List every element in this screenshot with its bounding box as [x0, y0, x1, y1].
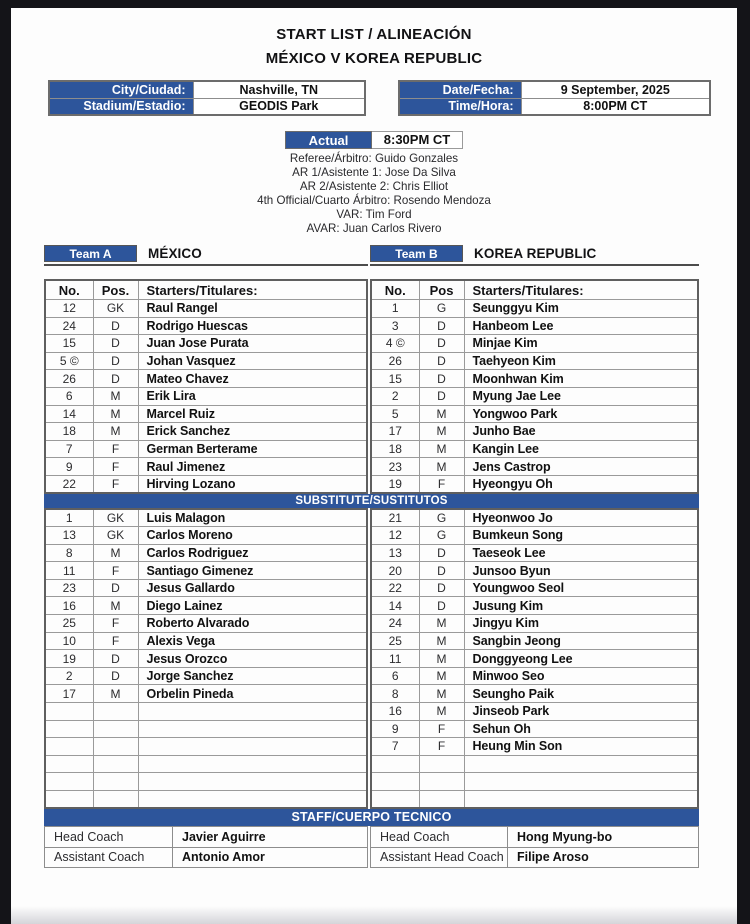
player-row: [45, 335, 367, 353]
player-name: Moonhwan Kim: [464, 370, 698, 388]
player-position: M: [419, 632, 464, 650]
player-name: Johan Vasquez: [138, 352, 367, 370]
team-a-header: [44, 245, 368, 266]
player-row: [45, 667, 367, 685]
official-line: 4th Official/Cuarto Árbitro: Rosendo Mendoza: [257, 193, 491, 207]
player-position: D: [93, 317, 138, 335]
player-row: [45, 562, 367, 580]
player-position: D: [419, 387, 464, 405]
player-position: M: [419, 423, 464, 441]
col-number: No.: [45, 280, 93, 299]
col-starters: Starters/Titulares:: [464, 280, 698, 299]
player-name: Jusung Kim: [464, 597, 698, 615]
player-row: [371, 299, 698, 317]
player-position: M: [419, 650, 464, 668]
col-position: Pos: [419, 280, 464, 299]
player-name: Donggyeong Lee: [464, 650, 698, 668]
match-title: MÉXICO V KOREA REPUBLIC: [265, 50, 483, 67]
official-line: AR 2/Asistente 2: Chris Elliot: [299, 179, 449, 193]
empty-row: [45, 720, 367, 738]
player-row: [371, 738, 698, 756]
player-name: Yongwoo Park: [464, 405, 698, 423]
player-row: [371, 597, 698, 615]
player-number: 22: [371, 579, 419, 597]
player-name: Alexis Vega: [138, 632, 367, 650]
page-title: START LIST / ALINEACIÓN: [276, 26, 472, 43]
player-name: Seunggyu Kim: [464, 299, 698, 317]
player-position: GK: [93, 509, 138, 527]
player-position: D: [419, 597, 464, 615]
player-position: F: [419, 720, 464, 738]
empty-row: [45, 703, 367, 721]
player-row: [45, 370, 367, 388]
player-number: 8: [45, 544, 93, 562]
player-name: German Berterame: [138, 440, 367, 458]
empty-row: [371, 755, 698, 773]
staff-name: Antonio Amor: [173, 847, 368, 868]
team-b-tag: Team B: [370, 245, 463, 262]
player-number: 25: [45, 615, 93, 633]
player-position: F: [93, 458, 138, 476]
player-number: 1: [45, 509, 93, 527]
player-name: Jinseob Park: [464, 703, 698, 721]
player-number: 22: [45, 475, 93, 493]
player-position: GK: [93, 527, 138, 545]
player-name: Jingyu Kim: [464, 615, 698, 633]
player-number: 19: [45, 650, 93, 668]
player-number: 23: [371, 458, 419, 476]
player-name: Carlos Moreno: [138, 527, 367, 545]
team-b-header: [370, 245, 699, 266]
player-name: Mateo Chavez: [138, 370, 367, 388]
player-number: 26: [371, 352, 419, 370]
player-row: [371, 650, 698, 668]
official-line: Referee/Árbitro: Guido Gonzales: [289, 152, 459, 165]
empty-row: [45, 755, 367, 773]
official-line: AR 1/Asistente 1: Jose Da Silva: [292, 165, 456, 179]
player-number: 13: [45, 527, 93, 545]
player-row: [371, 667, 698, 685]
photo-edge-shadow: [11, 906, 737, 924]
document-body: [11, 8, 737, 924]
player-name: Myung Jae Lee: [464, 387, 698, 405]
player-number: 26: [45, 370, 93, 388]
team-b-starters-table: [370, 279, 699, 494]
player-number: 5 ©: [45, 352, 93, 370]
player-position: F: [93, 615, 138, 633]
player-number: 12: [45, 299, 93, 317]
player-number: 15: [371, 370, 419, 388]
player-row: [371, 335, 698, 353]
player-position: G: [419, 527, 464, 545]
info-value: 9 September, 2025: [521, 81, 710, 98]
player-row: [371, 527, 698, 545]
player-position: D: [419, 544, 464, 562]
player-number: 3: [371, 317, 419, 335]
staff-role: Assistant Head Coach: [371, 847, 508, 868]
player-row: [45, 423, 367, 441]
player-row: [371, 370, 698, 388]
player-position: M: [93, 387, 138, 405]
player-number: 1: [371, 299, 419, 317]
player-name: Hyeongyu Oh: [464, 475, 698, 493]
player-name: Minwoo Seo: [464, 667, 698, 685]
player-row: [371, 423, 698, 441]
player-number: 16: [371, 703, 419, 721]
player-position: M: [419, 703, 464, 721]
player-name: Seungho Paik: [464, 685, 698, 703]
player-name: Marcel Ruiz: [138, 405, 367, 423]
player-row: [45, 405, 367, 423]
player-number: 23: [45, 579, 93, 597]
empty-row: [45, 790, 367, 808]
col-position: Pos.: [93, 280, 138, 299]
player-row: [45, 597, 367, 615]
team-a-staff-table: [44, 826, 368, 868]
player-name: Luis Malagon: [138, 509, 367, 527]
player-name: Junho Bae: [464, 423, 698, 441]
empty-row: [45, 773, 367, 791]
player-row: [45, 579, 367, 597]
player-position: D: [419, 370, 464, 388]
player-position: D: [93, 370, 138, 388]
player-name: Taeseok Lee: [464, 544, 698, 562]
player-number: 24: [371, 615, 419, 633]
player-position: M: [419, 667, 464, 685]
player-number: 21: [371, 509, 419, 527]
col-number: No.: [371, 280, 419, 299]
player-name: Hanbeom Lee: [464, 317, 698, 335]
player-row: [371, 317, 698, 335]
match-officials: [11, 152, 737, 235]
player-position: M: [93, 685, 138, 703]
empty-row: [371, 773, 698, 791]
datetime-info-table: [398, 80, 711, 116]
staff-role: Assistant Coach: [45, 847, 173, 868]
player-position: D: [419, 335, 464, 353]
player-row: [45, 650, 367, 668]
player-row: [45, 440, 367, 458]
player-row: [371, 352, 698, 370]
player-number: 17: [371, 423, 419, 441]
staff-row: [45, 827, 368, 848]
staff-banner: STAFF/CUERPO TECNICO: [44, 809, 699, 826]
substitutes-banner: SUBSTITUTE/SUSTITUTOS: [44, 494, 699, 508]
player-position: F: [419, 738, 464, 756]
player-name: Hyeonwoo Jo: [464, 509, 698, 527]
player-name: Rodrigo Huescas: [138, 317, 367, 335]
official-line: AVAR: Juan Carlos Rivero: [306, 221, 442, 235]
player-name: Kangin Lee: [464, 440, 698, 458]
player-position: D: [93, 579, 138, 597]
player-row: [45, 317, 367, 335]
col-starters: Starters/Titulares:: [138, 280, 367, 299]
player-row: [371, 632, 698, 650]
player-number: 17: [45, 685, 93, 703]
actual-label: Actual: [285, 131, 372, 149]
staff-row: [45, 847, 368, 868]
player-row: [371, 562, 698, 580]
player-number: 2: [371, 387, 419, 405]
player-position: M: [93, 544, 138, 562]
actual-kickoff: [11, 131, 737, 149]
player-number: 20: [371, 562, 419, 580]
player-row: [45, 544, 367, 562]
player-name: Hirving Lozano: [138, 475, 367, 493]
player-row: [371, 720, 698, 738]
player-name: Erik Lira: [138, 387, 367, 405]
staff-section: [44, 826, 699, 868]
player-number: 7: [371, 738, 419, 756]
official-line: VAR: Tim Ford: [336, 207, 412, 221]
player-name: Santiago Gimenez: [138, 562, 367, 580]
player-position: D: [419, 352, 464, 370]
player-row: [371, 685, 698, 703]
player-number: 10: [45, 632, 93, 650]
player-number: 8: [371, 685, 419, 703]
player-number: 11: [371, 650, 419, 668]
player-position: G: [419, 299, 464, 317]
photo-border-top: [0, 0, 750, 8]
player-name: Raul Jimenez: [138, 458, 367, 476]
player-position: F: [93, 440, 138, 458]
table-header-row: [45, 280, 367, 299]
info-label: Stadium/Estadio:: [49, 98, 193, 115]
info-label: Date/Fecha:: [399, 81, 521, 98]
player-position: G: [419, 509, 464, 527]
player-name: Roberto Alvarado: [138, 615, 367, 633]
player-position: D: [419, 317, 464, 335]
team-a-starters-table: [44, 279, 368, 494]
player-row: [371, 387, 698, 405]
info-value: GEODIS Park: [193, 98, 365, 115]
player-row: [371, 440, 698, 458]
player-name: Juan Jose Purata: [138, 335, 367, 353]
player-row: [371, 509, 698, 527]
player-row: [45, 527, 367, 545]
player-row: [45, 352, 367, 370]
player-name: Sehun Oh: [464, 720, 698, 738]
player-row: [45, 475, 367, 493]
info-row: [399, 81, 710, 98]
player-position: GK: [93, 299, 138, 317]
staff-role: Head Coach: [45, 827, 173, 848]
player-name: Jorge Sanchez: [138, 667, 367, 685]
player-number: 25: [371, 632, 419, 650]
team-a-subs-table: [44, 508, 368, 809]
player-number: 2: [45, 667, 93, 685]
player-position: M: [93, 405, 138, 423]
player-name: Jens Castrop: [464, 458, 698, 476]
player-number: 24: [45, 317, 93, 335]
player-name: Bumkeun Song: [464, 527, 698, 545]
player-name: Taehyeon Kim: [464, 352, 698, 370]
player-row: [45, 299, 367, 317]
player-row: [371, 703, 698, 721]
player-row: [371, 615, 698, 633]
player-name: Jesus Gallardo: [138, 579, 367, 597]
team-b-staff-table: [370, 826, 699, 868]
player-row: [45, 387, 367, 405]
player-row: [45, 509, 367, 527]
info-label: Time/Hora:: [399, 98, 521, 115]
player-position: M: [419, 405, 464, 423]
player-position: D: [419, 562, 464, 580]
player-name: Jesus Orozco: [138, 650, 367, 668]
info-row: [49, 81, 365, 98]
staff-role: Head Coach: [371, 827, 508, 848]
staff-name: Hong Myung-bo: [508, 827, 699, 848]
starters-section: [44, 279, 699, 494]
player-row: [45, 632, 367, 650]
staff-name: Javier Aguirre: [173, 827, 368, 848]
player-position: D: [93, 352, 138, 370]
player-number: 13: [371, 544, 419, 562]
empty-row: [371, 790, 698, 808]
player-name: Diego Lainez: [138, 597, 367, 615]
player-number: 12: [371, 527, 419, 545]
player-position: F: [93, 475, 138, 493]
player-position: M: [93, 423, 138, 441]
staff-name: Filipe Aroso: [508, 847, 699, 868]
player-number: 6: [45, 387, 93, 405]
player-position: D: [93, 667, 138, 685]
player-row: [371, 475, 698, 493]
player-name: Orbelin Pineda: [138, 685, 367, 703]
player-number: 11: [45, 562, 93, 580]
player-position: M: [419, 685, 464, 703]
player-row: [45, 615, 367, 633]
player-name: Heung Min Son: [464, 738, 698, 756]
player-name: Sangbin Jeong: [464, 632, 698, 650]
player-position: M: [419, 458, 464, 476]
actual-time-value: 8:30PM CT: [372, 131, 463, 149]
player-number: 18: [371, 440, 419, 458]
player-number: 7: [45, 440, 93, 458]
player-position: M: [93, 597, 138, 615]
info-label: City/Ciudad:: [49, 81, 193, 98]
empty-row: [45, 738, 367, 756]
player-position: D: [419, 579, 464, 597]
player-position: F: [93, 632, 138, 650]
info-row: [49, 98, 365, 115]
substitutes-section: [44, 508, 699, 809]
photo-border-left: [0, 0, 11, 924]
photo-border-right: [737, 0, 750, 924]
player-row: [45, 685, 367, 703]
player-row: [371, 544, 698, 562]
player-number: 18: [45, 423, 93, 441]
info-row: [399, 98, 710, 115]
player-number: 16: [45, 597, 93, 615]
player-position: M: [419, 615, 464, 633]
player-number: 9: [371, 720, 419, 738]
player-position: D: [93, 335, 138, 353]
player-row: [45, 458, 367, 476]
team-a-name: MÉXICO: [148, 246, 202, 262]
player-name: Youngwoo Seol: [464, 579, 698, 597]
info-value: Nashville, TN: [193, 81, 365, 98]
match-info-section: [48, 80, 711, 116]
player-row: [371, 458, 698, 476]
player-position: M: [419, 440, 464, 458]
info-value: 8:00PM CT: [521, 98, 710, 115]
venue-info-table: [48, 80, 366, 116]
player-name: Junsoo Byun: [464, 562, 698, 580]
player-number: 9: [45, 458, 93, 476]
team-b-name: KOREA REPUBLIC: [474, 246, 597, 262]
player-row: [371, 579, 698, 597]
player-name: Erick Sanchez: [138, 423, 367, 441]
player-position: F: [93, 562, 138, 580]
player-number: 4 ©: [371, 335, 419, 353]
player-row: [371, 405, 698, 423]
player-name: Raul Rangel: [138, 299, 367, 317]
staff-row: [371, 847, 699, 868]
team-headers: [44, 245, 699, 266]
staff-row: [371, 827, 699, 848]
player-number: 6: [371, 667, 419, 685]
table-header-row: [371, 280, 698, 299]
team-b-subs-table: [370, 508, 699, 809]
player-name: Carlos Rodriguez: [138, 544, 367, 562]
player-number: 19: [371, 475, 419, 493]
player-number: 14: [45, 405, 93, 423]
team-a-tag: Team A: [44, 245, 137, 262]
player-number: 15: [45, 335, 93, 353]
player-position: F: [419, 475, 464, 493]
player-number: 14: [371, 597, 419, 615]
player-name: Minjae Kim: [464, 335, 698, 353]
player-position: D: [93, 650, 138, 668]
player-number: 5: [371, 405, 419, 423]
